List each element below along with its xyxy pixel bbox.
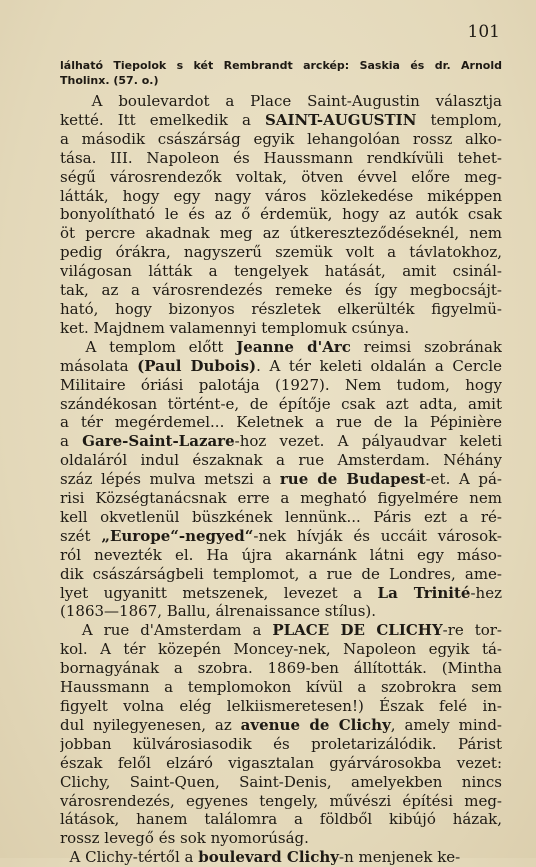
text-run: látások, hanem találomra a földből kibújó házak, (60, 810, 502, 829)
note-line: lálható Tiepolok s két Rembrandt arckép: Saskia és dr. Arnold (60, 59, 502, 72)
text-line (60, 243, 502, 262)
text-line (60, 111, 502, 130)
text-line (60, 527, 502, 546)
text-run: lyet ugyanitt metszenek, levezet a (60, 583, 378, 602)
text-line (60, 92, 502, 111)
bold-term: Gare-Saint-Lazare (82, 432, 235, 451)
page-body (60, 58, 502, 867)
text-run: -re tor- (442, 621, 502, 640)
paragraphs (60, 92, 502, 867)
page-number: 101 (467, 22, 500, 42)
bold-term: SAINT-AUGUSTIN (264, 110, 417, 129)
text-line (60, 205, 502, 224)
footnote-continuation (60, 58, 502, 88)
text-run: a (60, 432, 83, 451)
text-run: ket. Majdnem valamennyi templomuk csúnya. (60, 318, 410, 337)
text-run: szándékosan történt-e, de építője csak azt adta, amit (60, 394, 502, 413)
text-run: tása. III. Napoleon és Haussmann rendkívüli tehet- (60, 148, 502, 167)
text-line (60, 773, 502, 792)
paragraph (60, 92, 502, 338)
text-run: látták, hogy egy nagy város közlekedése miképpen (60, 186, 502, 205)
text-run: öt percre akadnak meg az útkereszteződéseknél, nem (60, 224, 502, 243)
text-run: ról nevezték el. Ha újra akarnánk látni egy máso- (60, 545, 502, 564)
text-line (60, 810, 502, 829)
text-line (60, 584, 502, 603)
text-line (60, 319, 502, 338)
bold-term: rue de Budapest (279, 470, 426, 489)
text-line (60, 829, 502, 848)
text-line (60, 357, 502, 376)
bold-term: (Paul Dubois) (137, 356, 257, 375)
text-run: A boulevardot a Place Saint-Augustin választja (60, 92, 502, 110)
text-line (60, 281, 502, 300)
text-run: -n menjenek ke- (339, 848, 461, 867)
text-line (60, 262, 502, 281)
bold-term: avenue de Clichy (240, 715, 391, 734)
text-run: világosan látták a tengelyek hatását, amit csinál- (60, 262, 502, 281)
text-run: A Clichy-tértől a (60, 848, 199, 867)
text-line (60, 659, 502, 678)
bold-term: boulevard Clichy (198, 848, 340, 867)
text-run: -nek hívják és uccáit városok- (253, 526, 502, 545)
text-run: risi Községtanácsnak erre a megható figyelmére nem (60, 489, 502, 508)
text-run: másolata (60, 356, 138, 375)
text-line (60, 451, 502, 470)
text-run: ható, hogy bizonyos részletek elkerülték figyelmü- (60, 299, 502, 318)
text-run: (1863—1867, Ballu, álrenaissance stílus). (60, 602, 377, 621)
note-line: Tholinx. (57. o.) (60, 74, 159, 87)
bold-term: „Europe“-negyed“ (101, 526, 254, 545)
text-run: figyelt volna elég lelkiismeretesen!) Észak felé in- (60, 697, 502, 715)
text-run: reimsi szobrának (350, 337, 502, 356)
text-run: szét (60, 526, 102, 545)
text-run: a második császárság egyik lehangolóan rossz alko- (60, 129, 502, 148)
text-line (60, 376, 502, 395)
bold-term: La Trinité (377, 583, 471, 602)
text-run: száz lépés mulva metszi a (60, 470, 280, 489)
text-run: bonyolítható le és az ő érdemük, hogy az autók csak (60, 205, 502, 224)
text-line (60, 792, 502, 811)
text-line (60, 224, 502, 243)
text-run: pedig órákra, nagyszerű szemük volt a távlatokhoz, (60, 243, 502, 262)
text-run: ketté. Itt emelkedik a (60, 110, 265, 129)
text-run: -et. A pá- (425, 470, 502, 489)
text-run: bornagyának a szobra. 1869-ben állították. (Mintha (60, 659, 502, 678)
text-line (60, 697, 502, 716)
text-run: oldaláról indul északnak a rue Amsterdam. Néhány (60, 451, 502, 470)
text-run: Militaire óriási palotája (1927). Nem tudom, hogy (60, 375, 502, 394)
text-run: a tér megérdemel... Keletnek a rue de la Pépinière (60, 413, 502, 432)
text-line (60, 508, 502, 527)
text-run: Clichy, Saint-Quen, Saint-Denis, amelyekben nincs (60, 772, 502, 791)
text-run: -hoz vezet. A pályaudvar keleti (234, 432, 502, 451)
paragraph (60, 338, 502, 622)
paragraph (60, 621, 502, 848)
text-run: rossz levegő és sok nyomorúság. (60, 829, 309, 848)
text-line (60, 565, 502, 584)
text-line (60, 621, 502, 640)
text-run: Haussmann a templomokon kívül a szobrokra sem (60, 678, 502, 697)
text-line (60, 735, 502, 754)
text-line (60, 546, 502, 565)
bold-term: Jeanne d'Arc (236, 337, 351, 356)
text-line (60, 754, 502, 773)
text-run: , amely mind- (390, 715, 502, 734)
text-run: városrendezés, egyenes tengely, művészi építési meg- (60, 791, 502, 810)
text-run: A templom előtt (60, 337, 237, 356)
text-run: A rue d'Amsterdam a (60, 621, 273, 640)
text-line (60, 187, 502, 206)
text-line (60, 602, 502, 621)
text-line (60, 432, 502, 451)
text-line (60, 395, 502, 414)
text-run: észak felől elzáró vigasztalan gyárvárosokba vezet: (60, 753, 502, 772)
text-run: . A tér keleti oldalán a Cercle (256, 356, 502, 375)
text-line (60, 716, 502, 735)
text-line (60, 489, 502, 508)
text-run: dik császárságbeli templomot, a rue de Londres, ame- (60, 564, 502, 583)
text-line (60, 300, 502, 319)
text-line (60, 678, 502, 697)
bold-term: PLACE DE CLICHY (272, 621, 443, 640)
text-line (60, 338, 502, 357)
text-run: -hez (470, 583, 502, 602)
text-line (60, 470, 502, 489)
text-run: dul nyilegyenesen, az (60, 715, 241, 734)
text-run: jobban külvárosiasodik és proletarizálódik. Párist (60, 734, 502, 753)
text-run: kell okvetlenül büszkének lennünk... Páris ezt a ré- (60, 507, 502, 526)
text-line (60, 130, 502, 149)
text-line (60, 413, 502, 432)
text-run: templom, (416, 110, 502, 129)
text-run: tak, az a városrendezés remeke és így megbocsájt- (60, 281, 502, 300)
text-run: ségű városrendezők voltak, ötven évvel előre meg- (60, 167, 502, 186)
text-line (60, 149, 502, 168)
text-line (60, 640, 502, 659)
text-line (60, 168, 502, 187)
text-run: kol. A tér közepén Moncey-nek, Napoleon egyik tá- (60, 640, 502, 659)
